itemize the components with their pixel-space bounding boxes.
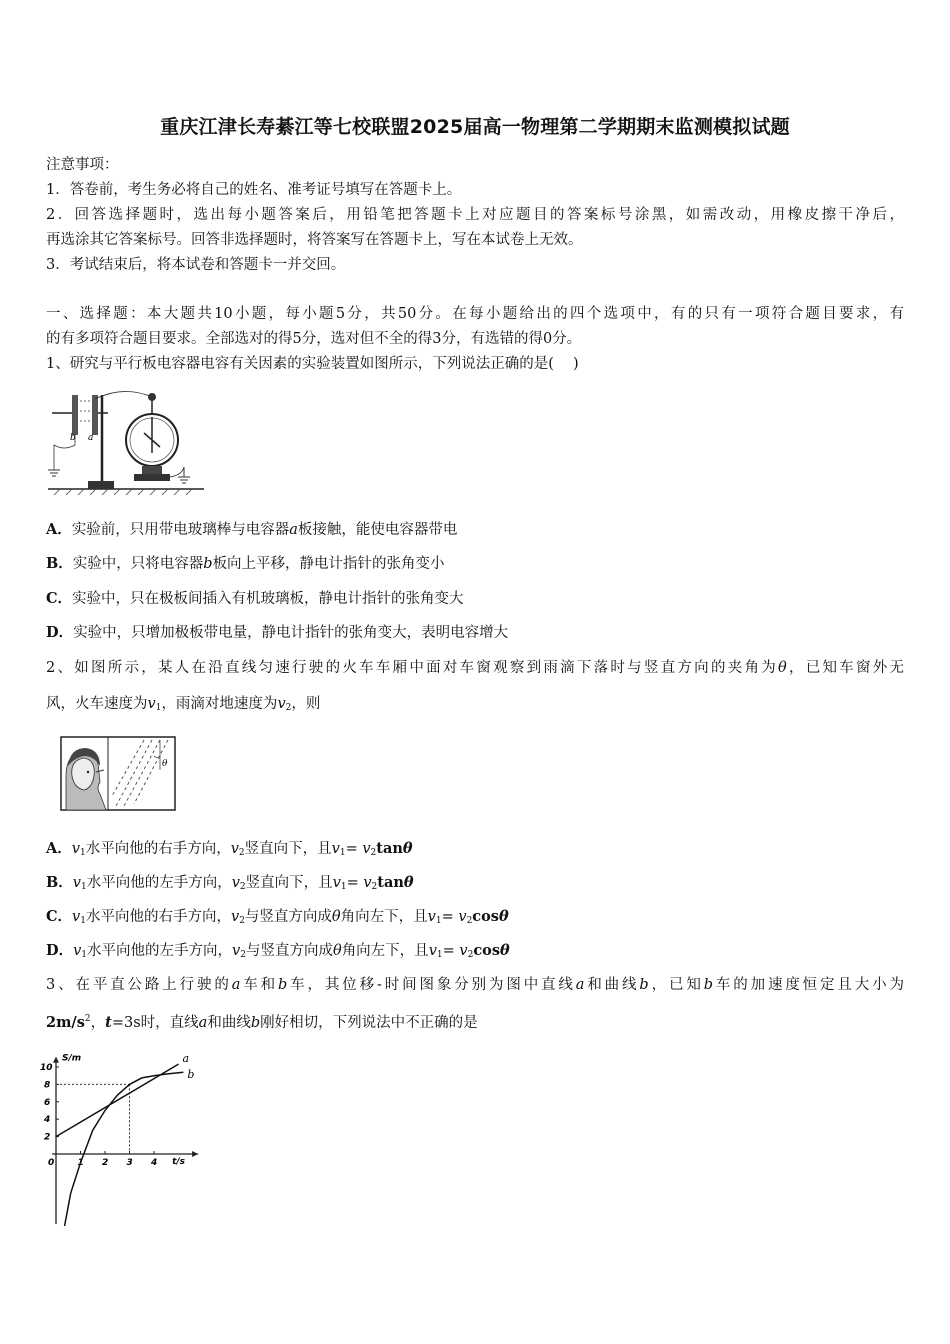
q2-stem-line1 bbox=[46, 656, 904, 677]
subscript: 2 bbox=[371, 882, 378, 892]
y-tick-label: 8 bbox=[44, 1080, 51, 1091]
y-tick-label: 6 bbox=[44, 1097, 51, 1108]
stem-text: 车的加速度恒定且大小为 bbox=[712, 977, 905, 993]
stem-text: ，则 bbox=[291, 696, 321, 712]
option-label: B． bbox=[46, 555, 73, 572]
subscript: 2 bbox=[285, 703, 292, 713]
var-a: a bbox=[198, 1015, 208, 1031]
trig-func: cos bbox=[472, 908, 499, 925]
option-text: 实验前，只用带电玻璃棒与电容器 bbox=[71, 522, 290, 538]
stem-text: 车，其位移-时间图象分别为图中直线 bbox=[287, 977, 576, 993]
x-tick-label: 1 bbox=[77, 1158, 84, 1168]
var-v: v bbox=[331, 841, 340, 857]
x-tick-label: 3 bbox=[126, 1158, 133, 1168]
q1-option-b bbox=[46, 552, 445, 573]
var-v: v bbox=[362, 841, 371, 857]
var-b: b bbox=[639, 977, 649, 993]
option-label: A． bbox=[46, 521, 72, 538]
theta-symbol: θ bbox=[402, 840, 413, 857]
theta-symbol: θ bbox=[777, 660, 787, 676]
q1-stem: 1、研究与平行板电容器电容有关因素的实验装置如图所示，下列说法正确的是( ) bbox=[46, 356, 579, 372]
plate-b-label: b bbox=[70, 433, 76, 443]
option-text: 竖直向下，且 bbox=[245, 875, 333, 891]
var-v: v bbox=[277, 696, 286, 712]
q1-option-d bbox=[46, 621, 508, 642]
x-axis-arrow bbox=[192, 1151, 198, 1157]
subscript: 1 bbox=[339, 848, 346, 858]
q2-option-c bbox=[46, 905, 509, 926]
series-line-b bbox=[63, 1072, 183, 1226]
option-label: D． bbox=[46, 942, 74, 959]
equals: = bbox=[441, 909, 454, 925]
var-v: v bbox=[230, 841, 239, 857]
var-v: v bbox=[147, 696, 156, 712]
var-v: v bbox=[73, 943, 82, 959]
option-text: 实验中，只在极板间插入有机玻璃板，静电计指针的张角变大 bbox=[72, 591, 464, 607]
var-v: v bbox=[363, 875, 372, 891]
var-b: b bbox=[278, 977, 288, 993]
equals: = bbox=[346, 875, 359, 891]
subscript: 1 bbox=[80, 916, 86, 926]
capacitor-apparatus-image bbox=[44, 385, 209, 497]
subscript: 1 bbox=[435, 916, 442, 926]
subscript: 1 bbox=[155, 703, 162, 713]
option-label: B． bbox=[46, 874, 73, 891]
q1-figure bbox=[44, 385, 209, 497]
q1-option-c bbox=[46, 587, 464, 608]
option-var: b bbox=[203, 556, 213, 572]
x-tick-label: 0 bbox=[48, 1158, 55, 1168]
subscript: 1 bbox=[80, 882, 87, 892]
stem-text: 车和 bbox=[240, 977, 279, 993]
option-text: 竖直向下，且 bbox=[244, 841, 332, 857]
option-text: 水平向他的右手方向， bbox=[85, 909, 231, 925]
var-v: v bbox=[458, 909, 467, 925]
stem-text: 风，火车速度为 bbox=[46, 696, 148, 712]
stem-text: 3、在平直公路上行驶的 bbox=[46, 977, 232, 993]
var-b: b bbox=[250, 1015, 261, 1031]
var-v: v bbox=[72, 875, 81, 891]
section-intro: 一、选择题：本大题共10小题，每小题5分，共50分。在每小题给出的四个选项中，有的只有一项符合题目要求，有 bbox=[46, 306, 904, 322]
option-label: D． bbox=[46, 624, 74, 641]
stem-text: ，雨滴对地速度为 bbox=[161, 696, 278, 712]
page-title: 重庆江津长寿綦江等七校联盟2025届高一物理第二学期期末监测模拟试题 bbox=[160, 116, 790, 138]
y-axis-label: S/m bbox=[62, 1053, 82, 1064]
q2-option-b bbox=[46, 871, 414, 892]
subscript: 1 bbox=[340, 882, 347, 892]
q3-stem-line1 bbox=[46, 973, 904, 994]
q2-option-d bbox=[46, 939, 510, 960]
var-v: v bbox=[459, 943, 468, 959]
subscript: 1 bbox=[436, 950, 443, 960]
theta-symbol: θ bbox=[498, 908, 509, 925]
option-label: A． bbox=[46, 840, 72, 857]
trig-func: cos bbox=[473, 942, 500, 959]
train-window-rain-image bbox=[60, 736, 178, 812]
x-tick-label: 4 bbox=[151, 1158, 158, 1168]
var-v: v bbox=[230, 909, 240, 925]
subscript: 2 bbox=[466, 916, 473, 926]
y-axis-arrow bbox=[53, 1057, 59, 1063]
theta-symbol: θ bbox=[331, 909, 341, 925]
notice-item: 1．答卷前，考生务必将自己的姓名、准考证号填写在答题卡上。 bbox=[46, 182, 462, 198]
y-tick-label: 2 bbox=[44, 1132, 51, 1143]
subscript: 2 bbox=[239, 916, 245, 926]
notice-item: 再选涂其它答案标号。回答非选择题时，将答案写在答题卡上，写在本试卷上无效。 bbox=[46, 232, 583, 248]
series-label-b: b bbox=[187, 1068, 195, 1082]
subscript: 2 bbox=[238, 848, 245, 858]
x-tick-label: 2 bbox=[102, 1158, 109, 1168]
stem-text: ，已知 bbox=[648, 977, 704, 993]
option-var: a bbox=[289, 522, 298, 538]
var-v: v bbox=[232, 943, 241, 959]
subscript: 1 bbox=[81, 950, 88, 960]
theta-symbol: θ bbox=[332, 943, 342, 959]
subscript: 2 bbox=[467, 950, 474, 960]
notice-item: 2．回答选择题时，选出每小题答案后，用铅笔把答题卡上对应题目的答案标号涂黑，如需改动，用橡皮擦干净后， bbox=[46, 207, 904, 223]
q2-stem-line2 bbox=[46, 692, 320, 713]
superscript: 2 bbox=[84, 1014, 91, 1024]
plate-a-label: a bbox=[88, 433, 94, 443]
theta-label: θ bbox=[162, 759, 168, 769]
equals: = bbox=[345, 841, 358, 857]
q3-chart bbox=[40, 1046, 220, 1226]
trig-func: tan bbox=[377, 874, 404, 891]
notice-heading: 注意事项： bbox=[46, 157, 119, 173]
theta-symbol: θ bbox=[500, 942, 510, 959]
q3-stem-line2 bbox=[46, 1011, 478, 1032]
var-v: v bbox=[428, 943, 437, 959]
option-text: 角向左下，且 bbox=[341, 943, 429, 959]
option-text: 角向左下，且 bbox=[340, 909, 428, 925]
stem-text: ， bbox=[90, 1015, 106, 1031]
option-text: 与竖直方向成 bbox=[244, 909, 332, 925]
subscript: 2 bbox=[240, 950, 246, 960]
var-t: t bbox=[105, 1014, 112, 1031]
y-tick-label: 4 bbox=[44, 1115, 51, 1126]
option-text: 水平向他的右手方向， bbox=[85, 841, 231, 857]
series-label-a: a bbox=[182, 1052, 190, 1066]
option-text: 实验中，只增加极板带电量，静电计指针的张角变大，表明电容增大 bbox=[73, 625, 509, 641]
option-text: 板向上平移，静电计指针的张角变小 bbox=[212, 556, 445, 572]
section-intro: 的有多项符合题目要求。全部选对的得5分，选对但不全的得3分，有选错的得0分。 bbox=[46, 331, 582, 347]
theta-symbol: θ bbox=[403, 874, 414, 891]
stem-text: 2、如图所示，某人在沿直线匀速行驶的火车车厢中面对车窗观察到雨滴下落时与竖直方向的夹角为 bbox=[46, 660, 778, 676]
subscript: 1 bbox=[79, 848, 86, 858]
var-a: a bbox=[575, 977, 585, 993]
stem-text: 刚好相切，下列说法中不正确的是 bbox=[260, 1015, 478, 1031]
q1-option-a bbox=[46, 518, 457, 539]
option-text: 实验中，只将电容器 bbox=[72, 556, 204, 572]
x-axis-label: t/s bbox=[172, 1157, 186, 1167]
stem-text: ，已知车窗外无 bbox=[786, 660, 904, 676]
option-label: C． bbox=[46, 590, 73, 607]
stem-text: 2m/s bbox=[46, 1014, 85, 1031]
equals: = bbox=[442, 943, 455, 959]
var-b: b bbox=[703, 977, 713, 993]
var-v: v bbox=[72, 909, 81, 925]
s-t-graph bbox=[40, 1046, 220, 1226]
stem-text: 和曲线 bbox=[584, 977, 640, 993]
y-tick-label: 10 bbox=[40, 1063, 53, 1073]
var-v: v bbox=[332, 875, 341, 891]
q2-figure bbox=[60, 736, 178, 812]
var-v: v bbox=[427, 909, 436, 925]
stem-text: 和曲线 bbox=[207, 1015, 251, 1031]
notice-item: 3．考试结束后，将本试卷和答题卡一并交回。 bbox=[46, 257, 346, 273]
subscript: 2 bbox=[370, 848, 377, 858]
subscript: 2 bbox=[239, 882, 246, 892]
var-v: v bbox=[71, 841, 80, 857]
var-a: a bbox=[231, 977, 241, 993]
option-text: 板接触，能使电容器带电 bbox=[297, 522, 458, 538]
trig-func: tan bbox=[376, 840, 403, 857]
stem-text: =3s时，直线 bbox=[111, 1015, 199, 1031]
option-label: C． bbox=[46, 908, 73, 925]
option-text: 水平向他的左手方向， bbox=[87, 943, 233, 959]
option-text: 与竖直方向成 bbox=[245, 943, 333, 959]
option-text: 水平向他的左手方向， bbox=[86, 875, 232, 891]
q2-option-a bbox=[46, 837, 413, 858]
var-v: v bbox=[231, 875, 240, 891]
